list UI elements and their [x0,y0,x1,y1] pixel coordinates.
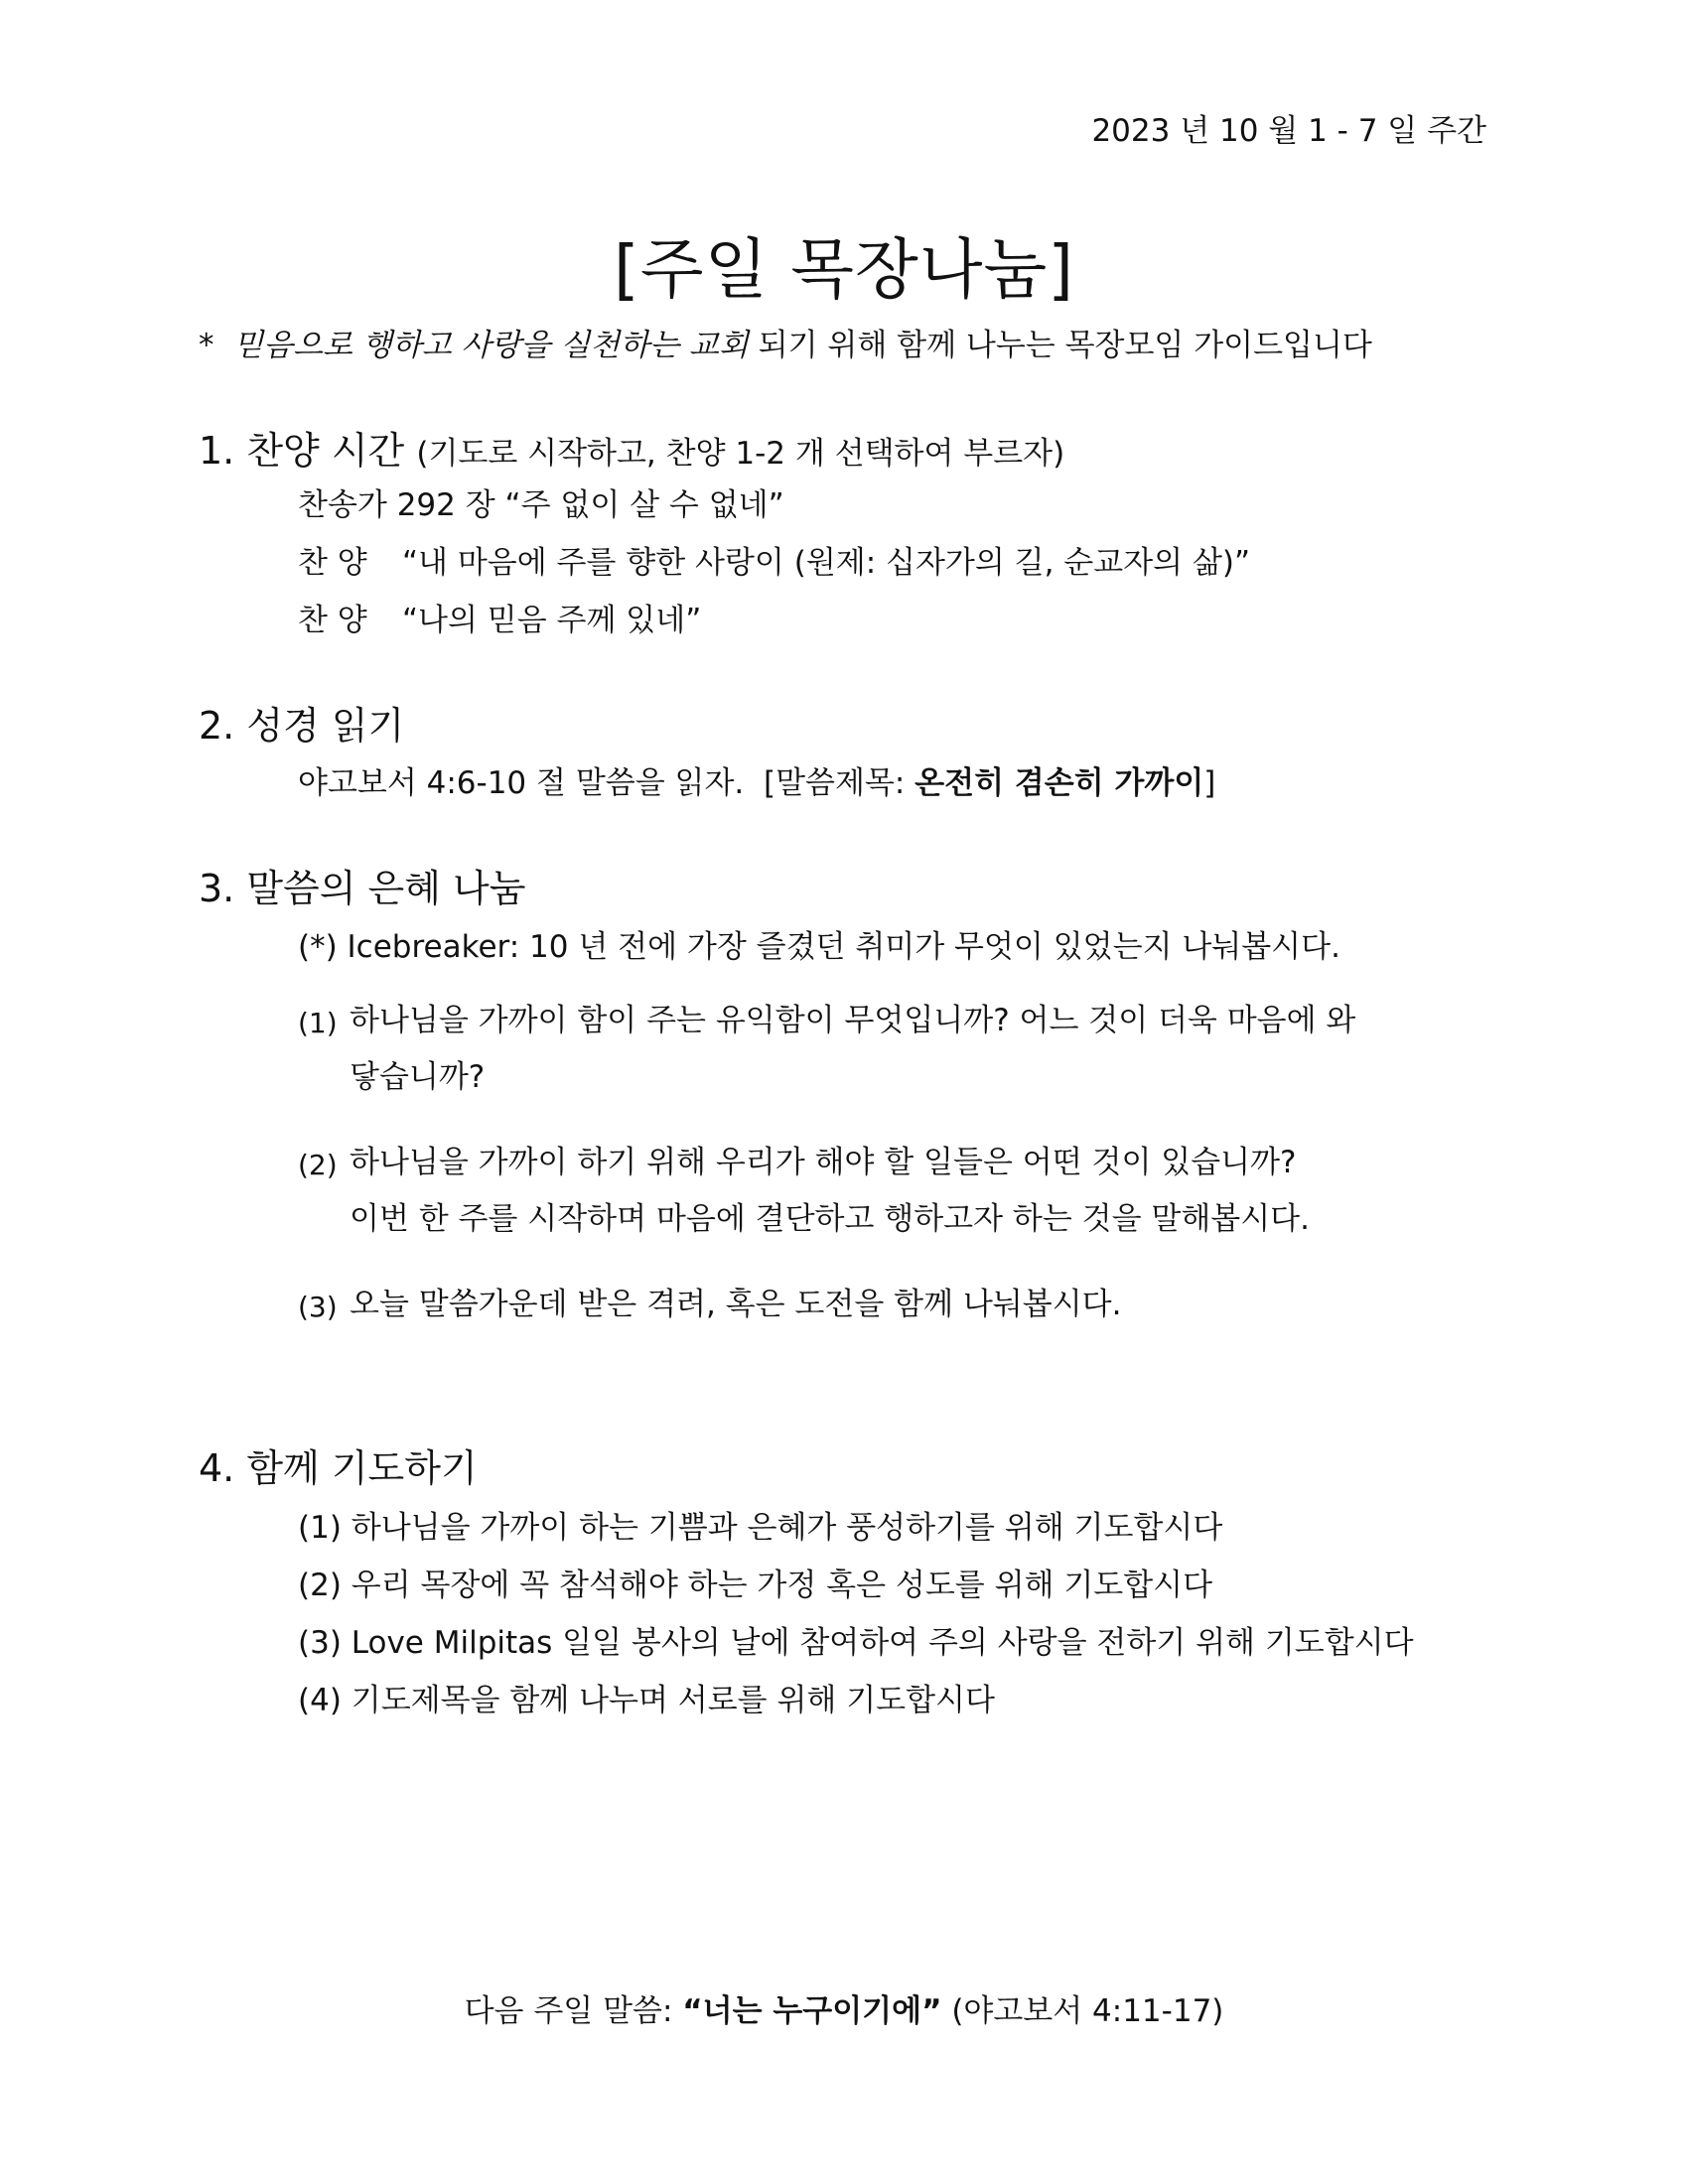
question-number: (1) [298,1007,338,1039]
question-number: (3) [298,1291,338,1323]
section-3-heading: 3. 말씀의 은혜 나눔 [199,867,526,910]
intro-star: * [199,328,214,363]
song-line-2 [298,595,701,639]
prayer-item-4: (4) 기도제목을 함께 나누며 서로를 위해 기도합시다 [298,1683,995,1718]
icebreaker-line: (*) Icebreaker: 10 년 전에 가장 즐겼던 취미가 무엇이 있었는지 나눠봅시다. [298,929,1340,965]
question-line-2: 이번 한 주를 시작하며 마음에 결단하고 행하고자 하는 것을 말해봅시다. [350,1201,1310,1237]
question-number: (2) [298,1149,338,1181]
sermon-title: 온전히 겸손히 가까이 [914,765,1204,801]
prayer-item-2: (2) 우리 목장에 꼭 참석해야 하는 가정 혹은 성도를 위해 기도합시다 [298,1568,1213,1603]
page-title: [주일 목장나눔] [613,231,1074,308]
section-2-heading: 2. 성경 읽기 [199,704,405,748]
question-line-2: 닿습니까? [350,1059,486,1095]
next-sermon-title: “너는 누구이기에” [682,1993,942,2029]
song-title: “나의 믿음 주께 있네” [402,603,702,638]
intro-church-motto: 믿음으로 행하고 사랑을 실천하는 교회 [233,328,749,363]
question-line-1: 하나님을 가까이 하기 위해 우리가 해야 할 일들은 어떤 것이 있습니까? [350,1145,1297,1180]
song-label: 찬 양 [298,545,367,581]
bible-reading-text: 야고보서 4:6-10 절 말씀을 읽자. [298,765,745,801]
song-line-1 [298,537,1250,582]
week-date: 2023 년 10 월 1 - 7 일 주간 [1091,113,1486,149]
song-title: “내 마음에 주를 향한 사랑이 (원제: 십자가의 길, 순교자의 삶)” [402,545,1251,581]
next-sermon [0,1985,1688,2030]
prayer-item-1: (1) 하나님을 가까이 하는 기쁨과 은혜가 풍성하기를 위해 기도합시다 [298,1510,1223,1546]
next-sermon-ref: (야고보서 4:11-17) [951,1993,1224,2029]
question-text [350,1277,1121,1333]
section-1-heading [199,420,1064,475]
section-4-heading: 4. 함께 기도하기 [199,1446,478,1490]
next-sermon-label: 다음 주일 말씀: [464,1993,673,2029]
intro-rest: 되기 위해 함께 나누는 목장모임 가이드입니다 [758,328,1372,363]
section-1-note: (기도로 시작하고, 찬양 1-2 개 선택하여 부르자) [416,436,1065,472]
prayer-item-3: (3) Love Milpitas 일일 봉사의 날에 참여하여 주의 사랑을 전하기 위해 기도합시다 [298,1625,1414,1661]
hymn-line: 찬송가 292 장 “주 없이 살 수 없네” [298,487,784,523]
section-1-title: 1. 찬양 시간 [199,429,405,473]
sermon-label: [말씀제목: [763,765,906,801]
sermon-close: ] [1203,765,1216,801]
question-line-1: 오늘 말씀가운데 받은 격려, 혹은 도전을 함께 나눠봅시다. [350,1287,1122,1322]
bible-reading-line [298,757,1215,802]
question-text [350,1135,1310,1248]
question-line-1: 하나님을 가까이 함이 주는 유익함이 무엇입니까? 어느 것이 더욱 마음에 와 [350,1003,1356,1038]
intro-line [199,320,1372,364]
question-text [350,993,1355,1106]
song-label: 찬 양 [298,603,367,638]
